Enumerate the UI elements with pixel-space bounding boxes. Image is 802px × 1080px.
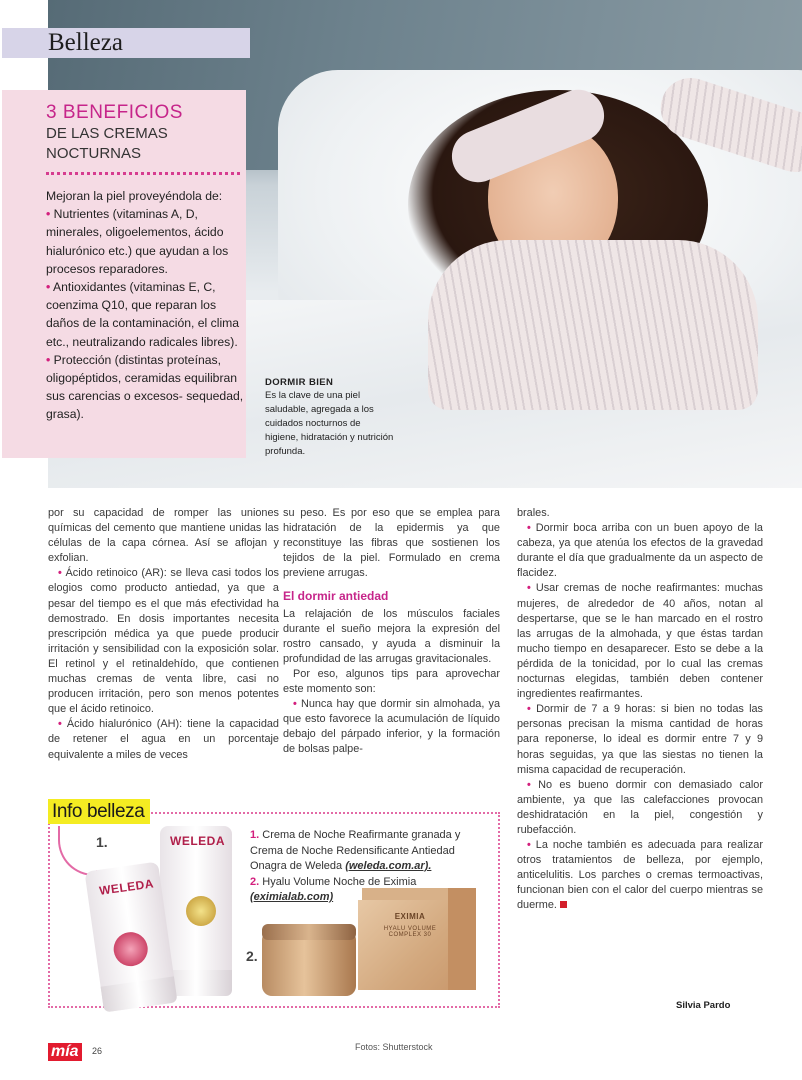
info-text [250,828,490,906]
benefit-text: Antioxidantes (vitaminas E, C, coenzima Q10, que reparan los daños de la contaminación, el clima etc., neutralizando radicales libres). [46,280,240,349]
benefits-title: 3 BENEFICIOS [46,102,183,123]
paragraph: su peso. Es por eso que se emplea para hidratación de la epidermis ya que reconstituye las fibras que sostienen los tejidos de la piel. Formulado en crema previene arrugas. [283,507,500,580]
mia-logo: mía [48,1043,82,1061]
paragraph [517,521,763,581]
benefit-text: Protección (distintas proteínas, oligopéptidos, ceramidas equilibran sus carencias o excesos- sequedad, grasa). [46,352,244,422]
paragraph: brales. [517,507,550,519]
paragraph [517,581,763,702]
benefits-content [46,102,246,424]
benefits-intro: Mejoran la piel proveyéndola de: [46,189,223,203]
body-column-1 [48,506,279,763]
paragraph-text: Dormir de 7 a 9 horas: si bien no todas las personas precisan la misma cantidad de horas para reponerse, lo ideal es dormir entre 7 y 9 horas seguidas, ya que las siestas no tienen la misma capacidad de recuperación. [517,703,764,776]
bullet-icon: • [527,703,531,716]
paragraph [48,566,279,717]
bullet-icon: • [46,280,51,295]
pajama-shape [428,240,758,410]
body-column-3 [517,506,763,914]
paragraph-text: Usar cremas de noche reafirmantes: muchas mujeres, de alrededor de 40 años, notan al despertarse, que se le han marcado en el rostro las arrugas de la almohada, y que éstas tardan mucho tiempo en desaparecer. Esto se debe a la pérdida de la tonicidad, por lo cual las cremas nocturnas elegidas, también deben contener ingredientes reafirmantes. [517,582,763,701]
benefits-subtitle-1: DE LAS CREMAS [46,125,168,142]
product-number-2: 2. [246,948,258,964]
paragraph: Por eso, algunos tips para aprovechar este momento son: [283,667,500,696]
benefit-item [46,351,246,424]
paragraph: La relajación de los músculos faciales durante el sueño mejora la expresión del rostro cansado, y ayuda a disminuir la profundidad de las arrugas gravitacionales. [283,607,500,665]
info-item-text: Crema de Noche Reafirmante granada y Crema de Noche Redensificante Antiedad Onagra de Weleda [250,829,461,872]
paragraph-text: Dormir boca arriba con un buen apoyo de la cabeza, ya que atenúa los efectos de la gravedad durante el día que gradualmente da un aspecto de flacidez. [517,522,763,580]
benefit-item [46,278,246,351]
photo-caption [265,376,395,459]
paragraph-text: Ácido hialurónico (AH): tiene la capacidad de retener el agua en un porcentaje equivalente a miles de veces [48,718,279,761]
eximia-product-name: HYALU VOLUME COMPLEX 30 [383,926,437,938]
info-item-link[interactable]: (eximialab.com) [250,891,334,903]
jar-lid [262,924,356,940]
section-label: Belleza [48,29,123,56]
dotted-divider [46,172,240,175]
bullet-icon: • [46,352,51,367]
paragraph-text: Ácido retinoico (AR): se lleva casi todos los elogios como producto antiedad, ya que a pesar del tiempo es el que más efectividad ha demostrado. En dosis importantes necesita prescripción médica ya que puede producir irritación y sensibilidad con la exposición solar. El retinol y el retinaldehído, que contienen muchas cremas de venta libre, casi no producen irritación, pero son menos potentes que el ácido retinoico. [48,567,280,716]
paragraph [48,717,279,762]
paragraph-text: Nunca hay que dormir sin almohada, ya que esto favorece la acumulación de líquido debajo del párpado inferior, y la formación de bolsas palpe- [283,698,500,756]
benefits-box [2,90,246,458]
info-tag: Info belleza [48,799,150,824]
info-item-text: Hyalu Volume Noche de Eximia [262,875,417,888]
caption-title: DORMIR BIEN [265,377,334,388]
bullet-icon: • [527,522,531,535]
brand-weleda-2: WELEDA [170,834,225,848]
paragraph [517,838,763,913]
body-column-2 [283,506,500,758]
onagra-flower-icon [186,896,216,926]
author-signature: Silvia Pardo [676,1000,731,1011]
info-item-number: 2. [250,875,260,888]
paragraph-text: La noche también es adecuada para realizar otros tratamientos de belleza, por ejemplo, anticelulitis. Los parches o cremas termoactivas, funcionan bien con el calor del cuerpo mientras se duerme. [517,839,763,912]
bullet-icon: • [58,718,62,731]
bullet-icon: • [46,207,51,222]
info-item-number: 1. [250,829,260,841]
paragraph-text: No es bueno dormir con demasiado calor ambiente, ya que las calefacciones provocan deshidratación en la piel, congestión y rubefacción. [517,778,763,836]
brand-weleda-1: WELEDA [98,876,155,898]
subheading: El dormir antiedad [283,589,389,604]
end-mark-icon [560,901,567,908]
granada-flower-icon [111,930,149,968]
page-number: 26 [92,1046,103,1056]
paragraph: por su capacidad de romper las uniones químicas del cemento que mantiene unidas las células de la capa córnea. Así se aflojan y exfolian. [48,507,279,565]
paragraph [517,778,763,838]
bullet-icon: • [527,582,531,595]
photo-credits: Fotos: Shutterstock [355,1042,433,1052]
caption-text: Es la clave de una piel saludable, agregada a los cuidados nocturnos de higiene, hidratación y nutrición profunda. [265,390,394,457]
info-item-link[interactable]: (weleda.com.ar). [345,860,432,872]
product-number-1: 1. [96,834,108,850]
benefit-item [46,205,246,278]
bullet-icon: • [527,778,531,791]
brand-eximia: EXIMIA [394,912,426,921]
bullet-icon: • [293,698,297,711]
eximia-box [358,900,462,990]
paragraph [517,702,763,777]
section-tab [2,28,250,58]
paragraph [283,697,500,757]
bullet-icon: • [58,567,62,580]
benefits-subtitle-2: NOCTURNAS [46,145,142,162]
bullet-icon: • [527,839,531,852]
benefit-text: Nutrientes (vitaminas A, D, minerales, oligoelementos, ácido hialurónico etc.) que ayudan a los procesos reparadores. [46,207,229,276]
